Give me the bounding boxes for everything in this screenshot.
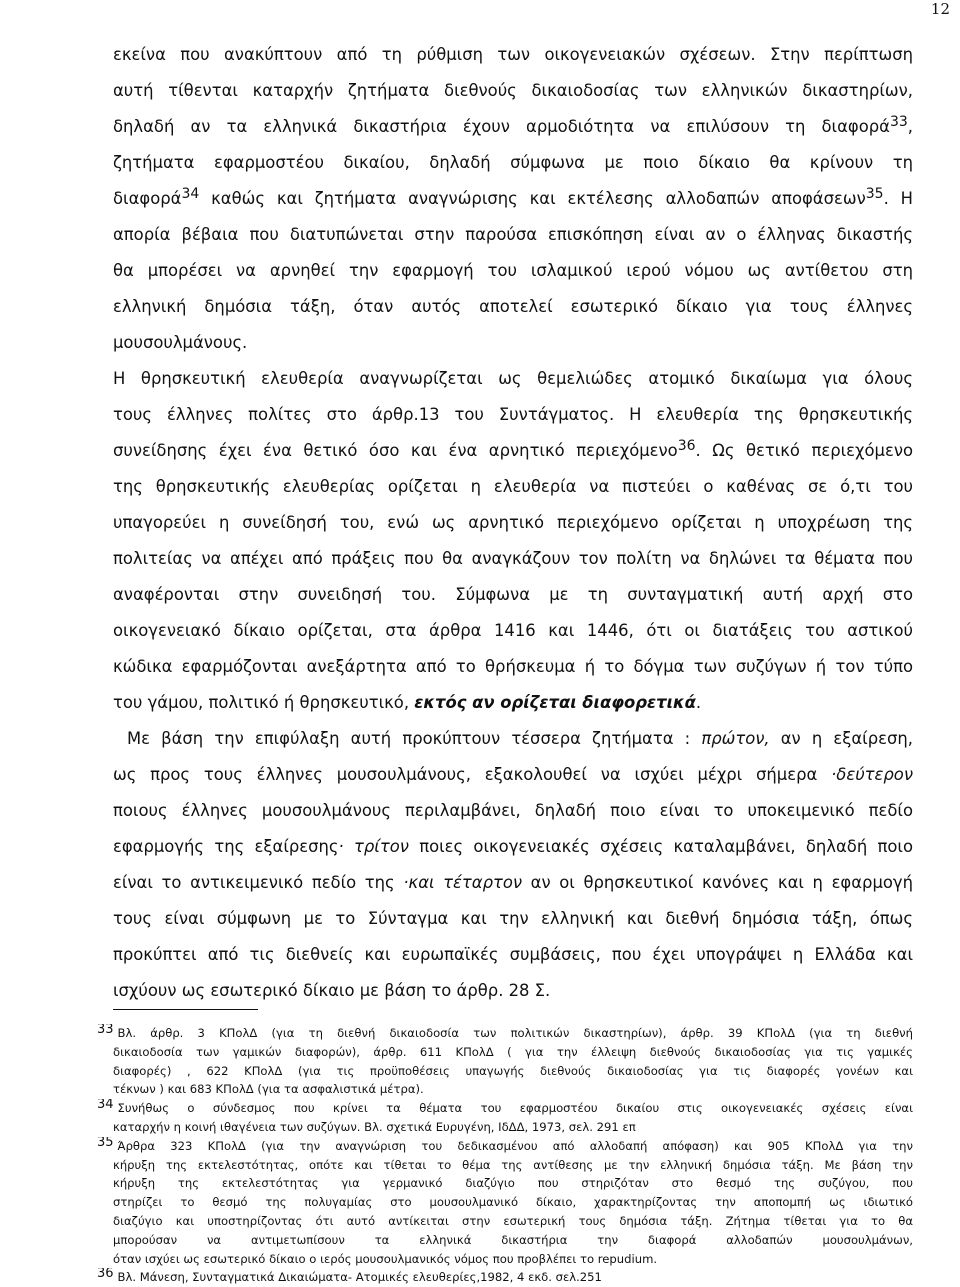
- footnote-line: κήρυξη της εκτελεστότητας για γερμανικό διαζύγιο που στηριζόταν στο θεσμό της συζύγου, που: [113, 1176, 913, 1191]
- emphasis-text: πρώτον,: [701, 729, 770, 748]
- emphasis-text: εκτός αν ορίζεται διαφορετικά: [414, 693, 696, 712]
- body-line: οικογενειακό δίκαιο ορίζεται, στα άρθρα 1416 και 1446, ότι οι διατάξεις του αστικού: [113, 621, 913, 640]
- footnote-line: κήρυξη της εκτελεστότητας, οπότε και τίθεται το θέμα της αντίθεσης με την ελληνική δημόσια τάξη. Με βάση την: [113, 1157, 913, 1172]
- body-line: μουσουλμάνους.: [113, 333, 248, 352]
- footnote-ref[interactable]: 34: [181, 186, 200, 202]
- emphasis-text: ·και τέταρτον: [394, 873, 523, 892]
- footnote-ref[interactable]: 33: [889, 114, 908, 130]
- body-line: ελληνική δημόσια τάξη, όταν αυτός αποτελεί εσωτερικό δίκαιο για τους έλληνες: [113, 297, 913, 316]
- body-line: πολιτείας να απέχει από πράξεις που θα αναγκάζουν τον πολίτη να δηλώνει τα θέματα που: [113, 549, 913, 568]
- page-number: 12: [930, 0, 950, 18]
- footnote-line: δικαιοδοσία των γαμικών διαφορών), άρθρ. 611 ΚΠολΔ ( για την έλλειψη διεθνούς δικαιοδοσίας για τις γαμικές: [113, 1044, 913, 1059]
- body-line: Με βάση την επιφύλαξη αυτή προκύπτουν τέσσερα ζητήματα : πρώτον, αν η εξαίρεση,: [127, 729, 913, 748]
- body-line: διαφορά34 καθώς και ζητήματα αναγνώρισης και εκτέλεσης αλλοδαπών αποφάσεων35. Η: [113, 186, 913, 208]
- footnote: [97, 1024, 913, 1099]
- footnote-line: καταρχήν η κοινή ιθαγένεια των συζύγων. Βλ. σχετικά Ευρυγένη, ΙδΔΔ, 1973, σελ. 291 επ: [113, 1119, 636, 1134]
- footnote-mark: 33: [97, 1024, 114, 1037]
- body-line: υπαγορεύει η συνείδησή του, ενώ ως αρνητικό περιεχόμενο ορίζεται η υποχρέωση της: [113, 513, 913, 532]
- footnote-line: τέκνων ) και 683 ΚΠολΔ (για τα ασφαλιστικά μέτρα).: [113, 1082, 424, 1097]
- body-line: συνείδησης έχει ένα θετικό όσο και ένα αρνητικό περιεχόμενο36. Ως θετικό περιεχόμενο: [113, 438, 913, 460]
- body-line: δηλαδή αν τα ελληνικά δικαστήρια έχουν αρμοδιότητα να επιλύσουν τη διαφορά33,: [113, 114, 913, 136]
- body-line: είναι το αντικειμενικό πεδίο της ·και τέταρτον αν οι θρησκευτικοί κανόνες και η εφαρμογή: [113, 873, 913, 892]
- body-line: εφαρμογής της εξαίρεσης· τρίτον ποιες οικογενειακές σχέσεις καταλαμβάνει, δηλαδή ποιο: [113, 837, 913, 856]
- body-text: [113, 40, 913, 1012]
- body-line: ζητήματα εφαρμοστέου δικαίου, δηλαδή σύμφωνα με ποιο δίκαιο θα κρίνουν τη: [113, 153, 913, 172]
- footnote-line: στηρίζει το θεσμό της πολυγαμίας στο μουσουλμανικό δίκαιο, χαρακτηρίζοντας την αποπομπή ως ιδιωτικό: [113, 1195, 913, 1210]
- body-line: θα μπορέσει να αρνηθεί την εφαρμογή του ισλαμικού ιερού νόμου ως αντίθετου στη: [113, 261, 913, 280]
- footnote-line: 35 Άρθρα 323 ΚΠολΔ (για την αναγνώριση του δεδικασμένου από αλλοδαπή απόφαση) και 905 ΚΠολΔ για την: [97, 1136, 913, 1153]
- footnote: [97, 1099, 913, 1137]
- body-line: απορία βέβαια που διατυπώνεται στην παρούσα επισκόπηση είναι αν ο έλληνας δικαστής: [113, 225, 913, 244]
- body-line: εκείνα που ανακύπτουν από τη ρύθμιση των οικογενειακών σχέσεων. Στην περίπτωση: [113, 45, 913, 64]
- footnote-line: 34 Συνήθως ο σύνδεσμος που κρίνει τα θέματα του εφαρμοστέου δικαίου στις οικογενειακές σχέσεις είναι: [97, 1099, 913, 1116]
- body-line: κώδικα εφαρμόζονται ανεξάρτητα από το θρήσκευμα ή το δόγμα των συζύγων ή τον τύπο: [113, 657, 913, 676]
- body-line: Η θρησκευτική ελευθερία αναγνωρίζεται ως θεμελιώδες ατομικό δικαίωμα για όλους: [113, 369, 913, 388]
- footnote-line: διαφορές) , 622 ΚΠολΔ (για τις προϋποθέσεις υπαγωγής διεθνούς δικαιοδοσίας για τις διαφορές γονέων και: [113, 1063, 913, 1078]
- body-line: αυτή τίθενται καταρχήν ζητήματα διεθνούς δικαιοδοσίας των ελληνικών δικαστηρίων,: [113, 81, 913, 100]
- body-line: της θρησκευτικής ελευθερίας ορίζεται η ελευθερία να πιστεύει ο καθένας σε ό,τι του: [113, 477, 913, 496]
- body-line: ως προς τους έλληνες μουσουλμάνους, εξακολουθεί να ισχύει μέχρι σήμερα ·δεύτερον: [113, 765, 913, 784]
- emphasis-text: · τρίτον: [338, 837, 409, 856]
- body-line: τους έλληνες πολίτες στο άρθρ.13 του Συντάγματος. Η ελευθερία της θρησκευτικής: [113, 405, 913, 424]
- footnote-line: 36 Βλ. Μάνεση, Συνταγματικά Δικαιώματα- Ατομικές ελευθερίες,1982, 4 εκδ. σελ.251: [97, 1268, 602, 1285]
- footnote-line: 33 Βλ. άρθρ. 3 ΚΠολΔ (για τη διεθνή δικαιοδοσία των πολιτικών δικαστηρίων), άρθρ. 39 ΚΠολΔ (για τη διεθνή: [97, 1024, 913, 1040]
- footnote-line: όταν ισχύει ως εσωτερικό δίκαιο ο ιερός μουσουλμανικός νόμος που προβλέπει το repudium.: [113, 1251, 658, 1266]
- body-line: ποιους έλληνες μουσουλμάνους περιλαμβάνει, δηλαδή ποιο είναι το υποκειμενικό πεδίο: [113, 801, 913, 820]
- footnote-line: διαζύγιο και υποστηρίζοντας ότι αυτό αντίκειται στην εσωτερική τους δημόσια τάξη. Ζήτημα τίθεται για το θα: [113, 1213, 913, 1228]
- body-line: αναφέρονται στην συνειδησή του. Σύμφωνα με τη συνταγματική αυτή αρχή στο: [113, 585, 913, 604]
- footnote-separator: [113, 1009, 258, 1010]
- footnote-ref[interactable]: 36: [677, 438, 696, 454]
- body-line: ισχύουν ως εσωτερικό δίκαιο με βάση το άρθρ. 28 Σ.: [113, 981, 551, 1000]
- footnote-mark: 36: [97, 1268, 114, 1282]
- body-line: τους είναι σύμφωνη με το Σύνταγμα και την ελληνική και διεθνή δημόσια τάξη, όπως: [113, 909, 913, 928]
- body-line: προκύπτει από τις διεθνείς και ευρωπαϊκές συμβάσεις, που έχει υπογράψει η Ελλάδα και: [113, 945, 913, 964]
- footnote-ref[interactable]: 35: [865, 186, 884, 202]
- footnote: [97, 1268, 913, 1287]
- footnote-mark: 35: [97, 1136, 114, 1150]
- emphasis-text: ·δεύτερον: [831, 765, 913, 784]
- footnote-line: μπορούσαν να αντιμετωπίσουν τα ελληνικά δικαστήρια την διαφορά αλλοδαπών μουσουλμάνων,: [113, 1232, 913, 1247]
- body-line: του γάμου, πολιτικό ή θρησκευτικό, εκτός αν ορίζεται διαφορετικά.: [113, 693, 702, 712]
- footnote: [97, 1137, 913, 1269]
- footnote-mark: 34: [97, 1099, 114, 1113]
- footnotes: [97, 1024, 913, 1287]
